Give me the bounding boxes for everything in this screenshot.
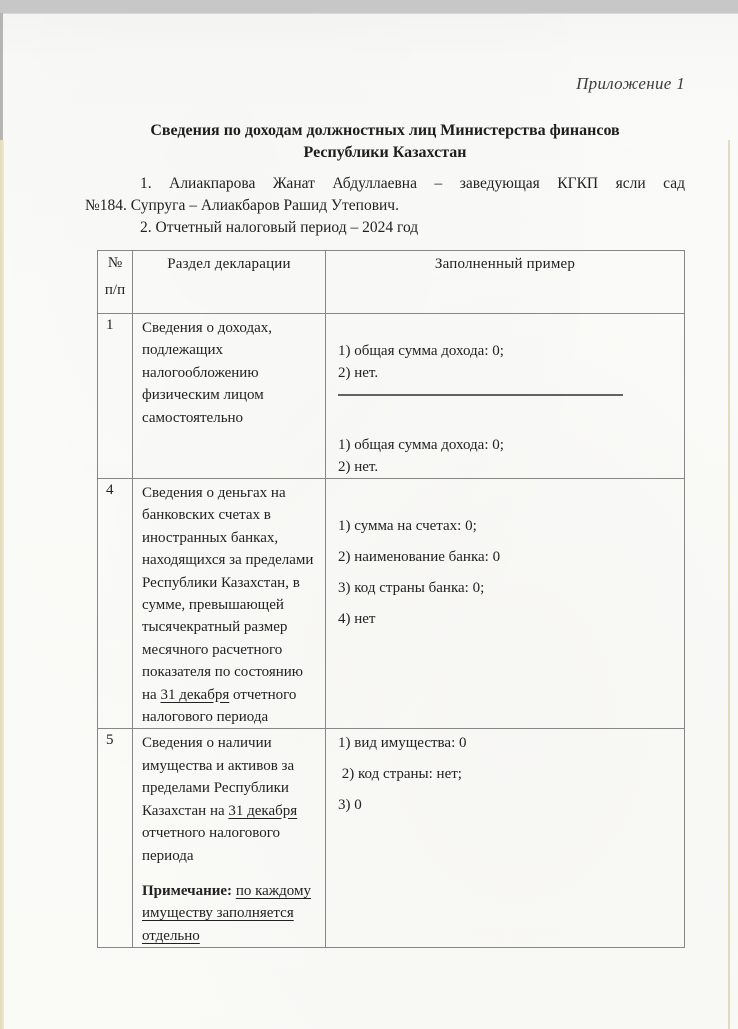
- example-line: 2) нет.: [338, 365, 379, 381]
- table-row: [98, 729, 685, 948]
- declaration-table: [97, 250, 685, 948]
- example-line: 1) общая сумма дохода: 0;: [338, 343, 504, 359]
- table-row: [98, 314, 685, 479]
- table-header-row: [98, 251, 685, 314]
- header-cell-number: [98, 251, 133, 314]
- blank-underline: [338, 394, 623, 396]
- section-text-segment: отчетного налогового периода: [142, 686, 297, 726]
- document-title: [85, 120, 685, 164]
- intro-line: №184. Супруга – Алиакбаров Рашид Утепович.: [85, 197, 399, 214]
- intro-paragraphs: [85, 173, 685, 239]
- example-line: 2) код страны: нет;: [338, 766, 462, 783]
- scan-edge-left-shadow: [0, 13, 3, 143]
- section-text-segment: отчетного налогового периода: [142, 825, 281, 864]
- appendix-annotation: Приложение 1: [576, 74, 685, 93]
- section-cell: [133, 729, 326, 948]
- section-text-segment: Примечание:: [142, 882, 233, 899]
- example-line: 3) 0: [338, 797, 362, 814]
- example-line: 3) код страны банка: 0;: [338, 580, 485, 596]
- header-cell-section: Раздел декларации: [133, 251, 326, 314]
- intro-line: 1. Алиакпарова Жанат Абдуллаевна – заведующая КГКП ясли сад: [140, 175, 685, 192]
- example-line: 1) вид имущества: 0: [338, 735, 467, 752]
- table-body: [98, 314, 685, 948]
- intro-line: 2. Отчетный налоговый период – 2024 год: [140, 219, 419, 236]
- section-paragraph: [142, 482, 316, 728]
- example-line: 1) общая сумма дохода: 0;: [338, 437, 504, 453]
- row-number-cell: 4: [98, 479, 133, 729]
- row-number-cell: 5: [98, 729, 133, 948]
- section-text-segment: 31 декабря: [228, 802, 298, 819]
- header-number-pp: п/п: [104, 282, 126, 298]
- example-cell: [326, 729, 685, 948]
- scan-edge-right-paper: [728, 140, 730, 1029]
- section-text-segment: Сведения о наличии имущества и активов за пределами Республики Казахстан на: [142, 735, 295, 819]
- example-line: 2) наименование банка: 0: [338, 549, 501, 565]
- section-paragraph: [142, 732, 316, 866]
- table-row: [98, 479, 685, 729]
- header-number-sign: №: [107, 255, 123, 271]
- section-text-segment: 31 декабря: [160, 686, 230, 703]
- example-cell: [326, 314, 685, 479]
- section-text-segment: Сведения о деньгах на банковских счетах в иностранных банках, находящихся за пределами Республики Казахстан, в сумме, превышающей тысячекратный размер месячного расчетного показателя по состоянию на: [142, 485, 314, 703]
- section-cell: [133, 479, 326, 729]
- section-paragraph: [142, 317, 316, 429]
- example-cell: [326, 479, 685, 729]
- example-line: 4) нет: [338, 611, 376, 627]
- example-line: 1) сумма на счетах: 0;: [338, 518, 477, 534]
- document-title-text: Сведения по доходам должностных лиц Министерства финансов Республики Казахстан: [150, 122, 620, 161]
- section-cell: [133, 314, 326, 479]
- section-paragraph: [142, 880, 316, 947]
- example-line: 2) нет.: [338, 459, 379, 475]
- section-text-segment: по каждому имуществу заполняется отдельно: [142, 882, 312, 944]
- scan-edge-top-strip: [0, 0, 738, 14]
- table-header: [98, 251, 685, 314]
- header-cell-example: Заполненный пример: [326, 251, 685, 314]
- row-number-cell: 1: [98, 314, 133, 479]
- section-text-segment: Сведения о доходах, подлежащих налогообложению физическим лицом самостоятельно: [142, 320, 272, 426]
- scan-edge-left-paper: [0, 140, 4, 1029]
